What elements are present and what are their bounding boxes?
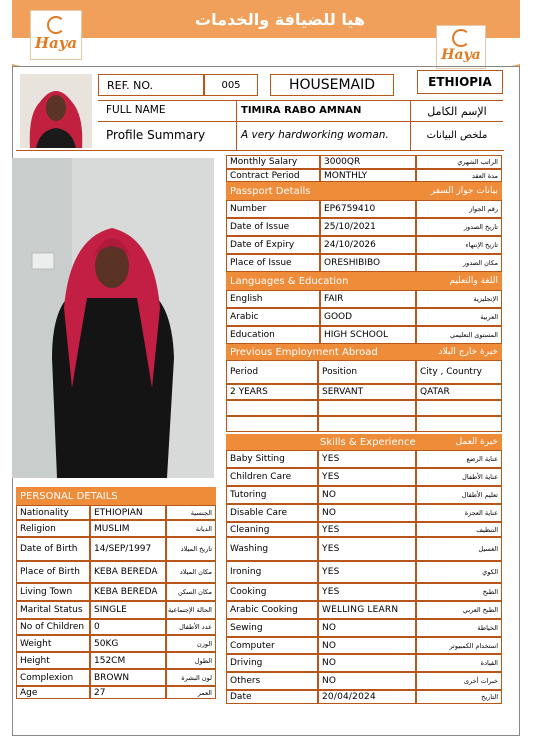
personal-row-label: Date of Birth <box>16 537 90 561</box>
personal-row-value: KEBA BEREDA <box>90 561 166 583</box>
company-name-english: HAYA HOSPITALITY AND SERVICES <box>173 40 387 52</box>
employment-period: 2 YEARS <box>226 384 318 400</box>
ref-label: REF. NO. <box>98 74 204 96</box>
employment-empty-cell <box>318 416 416 432</box>
skill-row-value: YES <box>318 468 416 486</box>
skill-row-value: NO <box>318 619 416 637</box>
personal-row-label: Height <box>16 652 90 669</box>
passport-row-label: Place of Issue <box>226 254 320 272</box>
skill-row-label: Washing <box>226 537 318 561</box>
contract-arabic: مدة العقد <box>416 169 502 182</box>
full-name-label: FULL NAME <box>106 104 166 116</box>
lang-row-value: FAIR <box>320 290 416 308</box>
skill-row-value: WELLING LEARN <box>318 601 416 619</box>
personal-row-label: Marital Status <box>16 601 90 619</box>
personal-row-ar: عدد الأطفال <box>166 619 216 635</box>
personal-row-ar: الطول <box>166 652 216 669</box>
personal-row-label: Living Town <box>16 583 90 601</box>
personal-row-value: 50KG <box>90 635 166 652</box>
skill-row-value: 20/04/2024 <box>318 690 416 704</box>
passport-row-label: Date of Issue <box>226 218 320 236</box>
lang-row-ar: الإنجليزية <box>416 290 502 308</box>
personal-row-label: No of Children <box>16 619 90 635</box>
summary-arabic: ملخص البيانات <box>426 129 488 141</box>
skill-row-ar: خبرات أخرى <box>416 672 502 690</box>
skill-row-ar: استخدام الكمبيوتر <box>416 637 502 654</box>
employment-empty-cell <box>226 416 318 432</box>
passport-row-ar: رقم الجواز <box>416 200 502 218</box>
personal-row-value: 14/SEP/1997 <box>90 537 166 561</box>
passport-row-ar: مكان الصدور <box>416 254 502 272</box>
skill-row-ar: تعليم الأطفال <box>416 486 502 504</box>
personal-row-ar: الوزن <box>166 635 216 652</box>
skill-row-value: YES <box>318 522 416 537</box>
skill-row-ar: الخياطة <box>416 619 502 637</box>
passport-row-value: 25/10/2021 <box>320 218 416 236</box>
employment-position: SERVANT <box>318 384 416 400</box>
ref-value: 005 <box>204 74 258 96</box>
lang-row-value: HIGH SCHOOL <box>320 326 416 344</box>
skill-row-value: NO <box>318 672 416 690</box>
personal-row-label: Complexion <box>16 669 90 686</box>
employment-empty-cell <box>416 416 502 432</box>
salary-arabic: الراتب الشهري <box>416 155 502 169</box>
salary-label: Monthly Salary <box>226 155 320 169</box>
personal-row-ar: الحالة الإجتماعية <box>166 601 216 619</box>
haya-logo-right: Haya <box>436 25 486 69</box>
skill-row-ar: الطبخ العربي <box>416 601 502 619</box>
personal-row-ar: العمر <box>166 686 216 699</box>
personal-row-value: ETHIOPIAN <box>90 505 166 520</box>
personal-section-header: PERSONAL DETAILS <box>16 487 216 505</box>
lang-row-value: GOOD <box>320 308 416 326</box>
passport-row-ar: تاريخ الإنتهاء <box>416 236 502 254</box>
passport-row-label: Number <box>226 200 320 218</box>
skill-row-value: YES <box>318 450 416 468</box>
personal-row-ar: لون البشرة <box>166 669 216 686</box>
personal-row-label: Religion <box>16 520 90 537</box>
sun-icon <box>47 16 65 34</box>
sun-icon <box>452 29 470 47</box>
employment-empty-cell <box>416 400 502 416</box>
employment-section-header: Previous Employment Abroad خبرة خارج البلاد <box>226 344 502 360</box>
skill-row-value: NO <box>318 486 416 504</box>
personal-row-label: Place of Birth <box>16 561 90 583</box>
skill-row-ar: الطبخ <box>416 583 502 601</box>
woman-portrait-icon <box>20 74 92 148</box>
employment-empty-cell <box>318 400 416 416</box>
lang-row-ar: المستوى التعليمي <box>416 326 502 344</box>
skill-row-value: YES <box>318 583 416 601</box>
personal-row-value: KEBA BEREDA <box>90 583 166 601</box>
skill-row-label: Sewing <box>226 619 318 637</box>
skill-row-value: YES <box>318 537 416 561</box>
full-name-value: TIMIRA RABO AMNAN <box>241 104 362 116</box>
skill-row-ar: عناية الرضع <box>416 450 502 468</box>
employment-empty-cell <box>226 400 318 416</box>
period-header: Period <box>226 360 318 384</box>
personal-row-value: MUSLIM <box>90 520 166 537</box>
employment-city: QATAR <box>416 384 502 400</box>
personal-row-label: Nationality <box>16 505 90 520</box>
skill-row-ar: التنظيف <box>416 522 502 537</box>
skill-row-label: Others <box>226 672 318 690</box>
skill-row-ar: التاريخ <box>416 690 502 704</box>
skill-row-label: Arabic Cooking <box>226 601 318 619</box>
skill-row-ar: الغسيل <box>416 537 502 561</box>
full-name-arabic: الإسم الكامل <box>427 104 487 118</box>
personal-row-label: Weight <box>16 635 90 652</box>
skill-row-label: Baby Sitting <box>226 450 318 468</box>
position-header: Position <box>318 360 416 384</box>
skill-row-ar: عناية العجزة <box>416 504 502 522</box>
skill-row-label: Computer <box>226 637 318 654</box>
personal-row-value: 152CM <box>90 652 166 669</box>
skill-row-value: NO <box>318 637 416 654</box>
divider <box>236 100 237 150</box>
personal-row-ar: تاريخ الميلاد <box>166 537 216 561</box>
skill-row-label: Ironing <box>226 561 318 583</box>
country-title: ETHIOPIA <box>417 70 503 94</box>
skill-row-value: YES <box>318 561 416 583</box>
summary-value: A very hardworking woman. <box>241 129 389 141</box>
skill-row-label: Disable Care <box>226 504 318 522</box>
skill-row-label: Cleaning <box>226 522 318 537</box>
passport-row-ar: تاريخ الصدور <box>416 218 502 236</box>
personal-row-ar: مكان الميلاد <box>166 561 216 583</box>
skill-row-label: Children Care <box>226 468 318 486</box>
passport-row-label: Date of Expiry <box>226 236 320 254</box>
skill-row-label: Tutoring <box>226 486 318 504</box>
personal-row-value: SINGLE <box>90 601 166 619</box>
company-name-arabic: هيا للضيافة والخدمات <box>195 10 365 29</box>
divider <box>410 100 411 150</box>
contract-label: Contract Period <box>226 169 320 182</box>
lang-row-ar: العربية <box>416 308 502 326</box>
haya-logo-left: Haya <box>30 10 82 60</box>
skill-row-label: Date <box>226 690 318 704</box>
divider <box>16 150 504 151</box>
lang-row-label: English <box>226 290 320 308</box>
personal-row-ar: مكان السكن <box>166 583 216 601</box>
profile-photo-large <box>12 158 214 478</box>
position-title: HOUSEMAID <box>270 74 394 96</box>
skill-row-value: NO <box>318 654 416 672</box>
personal-row-value: BROWN <box>90 669 166 686</box>
skill-row-ar: القيادة <box>416 654 502 672</box>
skill-row-label: Cooking <box>226 583 318 601</box>
skill-row-label: Driving <box>226 654 318 672</box>
profile-photo-small <box>20 74 92 148</box>
personal-row-ar: الجنسية <box>166 505 216 520</box>
summary-label: Profile Summary <box>106 128 206 142</box>
skill-row-ar: عناية الأطفال <box>416 468 502 486</box>
lang-row-label: Arabic <box>226 308 320 326</box>
personal-row-ar: الديانة <box>166 520 216 537</box>
personal-row-value: 27 <box>90 686 166 699</box>
skills-section-header: Skills & Experience خبرة العمل <box>226 434 502 450</box>
contract-value: MONTHLY <box>320 169 416 182</box>
personal-row-value: 0 <box>90 619 166 635</box>
passport-section-header: Passport Details بيانات جواز السفر <box>226 182 502 200</box>
languages-section-header: Languages & Education اللغة والتعليم <box>226 272 502 290</box>
skill-row-ar: الكوي <box>416 561 502 583</box>
city-header: City , Country <box>416 360 502 384</box>
passport-row-value: EP6759410 <box>320 200 416 218</box>
woman-fullbody-icon <box>12 158 214 478</box>
salary-value: 3000QR <box>320 155 416 169</box>
lang-row-label: Education <box>226 326 320 344</box>
passport-row-value: ORESHIBIBO <box>320 254 416 272</box>
passport-row-value: 24/10/2026 <box>320 236 416 254</box>
skill-row-value: NO <box>318 504 416 522</box>
personal-row-label: Age <box>16 686 90 699</box>
